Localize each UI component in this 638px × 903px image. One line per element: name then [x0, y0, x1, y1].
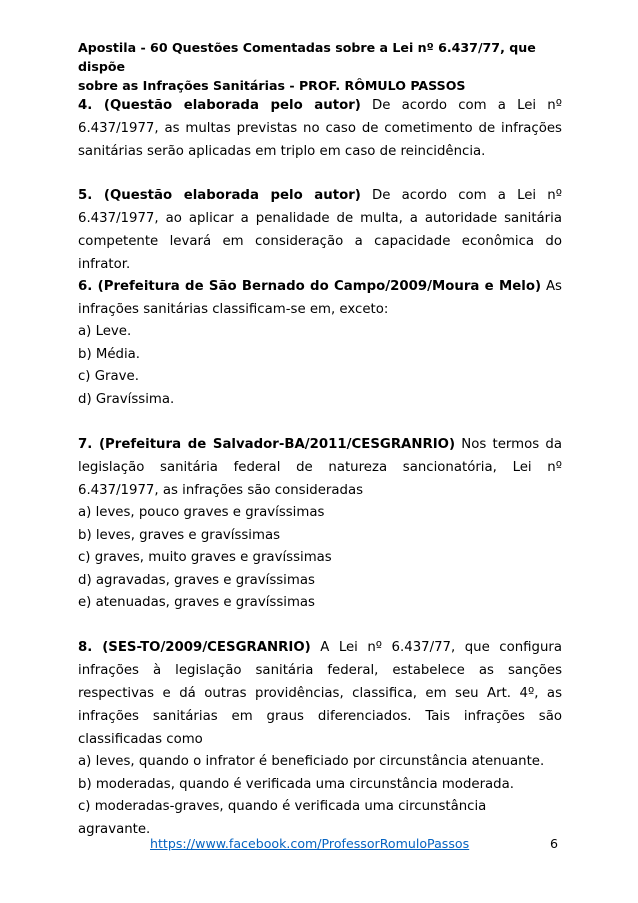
option-e: e) atenuadas, graves e gravíssimas [78, 595, 315, 610]
question-body: De acordo com a Lei nº 6.437/1977, ao aplicar a penalidade de multa, a autoridade sanitária competente levará em consideração a capacidade econômica do infrator. [78, 188, 562, 272]
question-text [78, 636, 562, 751]
option-c: c) graves, muito graves e gravíssimas [78, 550, 332, 565]
question-6 [78, 275, 562, 411]
header-line-1: Apostila - 60 Questões Comentadas sobre a Lei nº 6.437/77, que dispõe [78, 40, 536, 74]
question-8 [78, 636, 562, 841]
page-header [78, 38, 562, 95]
question-body: A Lei nº 6.437/77, que configura infrações à legislação sanitária federal, estabelece as sanções respectivas e dá outras providências, classifica, em seu Art. 4º, as infrações sanitárias em graus diferenciados. Tais infrações são classificadas como [78, 640, 562, 747]
question-lead: 8. (SES-TO/2009/CESGRANRIO) [78, 640, 311, 655]
facebook-link[interactable]: https://www.facebook.com/ProfessorRomuloPassos [150, 836, 470, 851]
option-b: b) Média. [78, 346, 141, 362]
option-d: d) agravadas, graves e gravíssimas [78, 572, 315, 588]
header-line-2: sobre as Infrações Sanitárias - PROF. RÔMULO PASSOS [78, 78, 466, 93]
option-c: c) Grave. [78, 369, 139, 384]
question-lead: 7. (Prefeitura de Salvador-BA/2011/CESGRANRIO) [78, 437, 456, 452]
question-body: As infrações sanitárias classificam-se em, exceto: [78, 279, 562, 317]
question-text [78, 433, 562, 502]
question-lead: 5. (Questão elaborada pelo autor) [78, 188, 361, 203]
option-a: a) Leve. [78, 324, 132, 339]
question-lead: 4. (Questão elaborada pelo autor) [78, 98, 361, 113]
document-page [78, 38, 562, 837]
question-body: De acordo com a Lei nº 6.437/1977, as multas previstas no caso de cometimento de infrações sanitárias serão aplicadas em triplo em caso de reincidência. [78, 98, 562, 159]
question-text [78, 275, 562, 321]
question-7 [78, 433, 562, 615]
option-a: a) leves, quando o infrator é beneficiado por circunstância atenuante. [78, 754, 545, 769]
question-lead: 6. (Prefeitura de São Bernado do Campo/2009/Moura e Melo) [78, 279, 542, 294]
option-b: b) leves, graves e gravíssimas [78, 527, 281, 543]
page-number: 6 [550, 836, 559, 851]
question-5 [78, 184, 562, 276]
question-body: Nos termos da legislação sanitária federal de natureza sancionatória, Lei nº 6.437/1977, as infrações são consideradas [78, 437, 562, 498]
question-4 [78, 94, 562, 163]
option-b: b) moderadas, quando é verificada uma circunstância moderada. [78, 776, 514, 792]
question-text [78, 94, 562, 163]
option-a: a) leves, pouco graves e gravíssimas [78, 505, 325, 520]
option-d: d) Gravíssima. [78, 391, 175, 407]
option-c: c) moderadas-graves, quando é verificada uma circunstância agravante. [78, 799, 487, 837]
question-text [78, 184, 562, 276]
